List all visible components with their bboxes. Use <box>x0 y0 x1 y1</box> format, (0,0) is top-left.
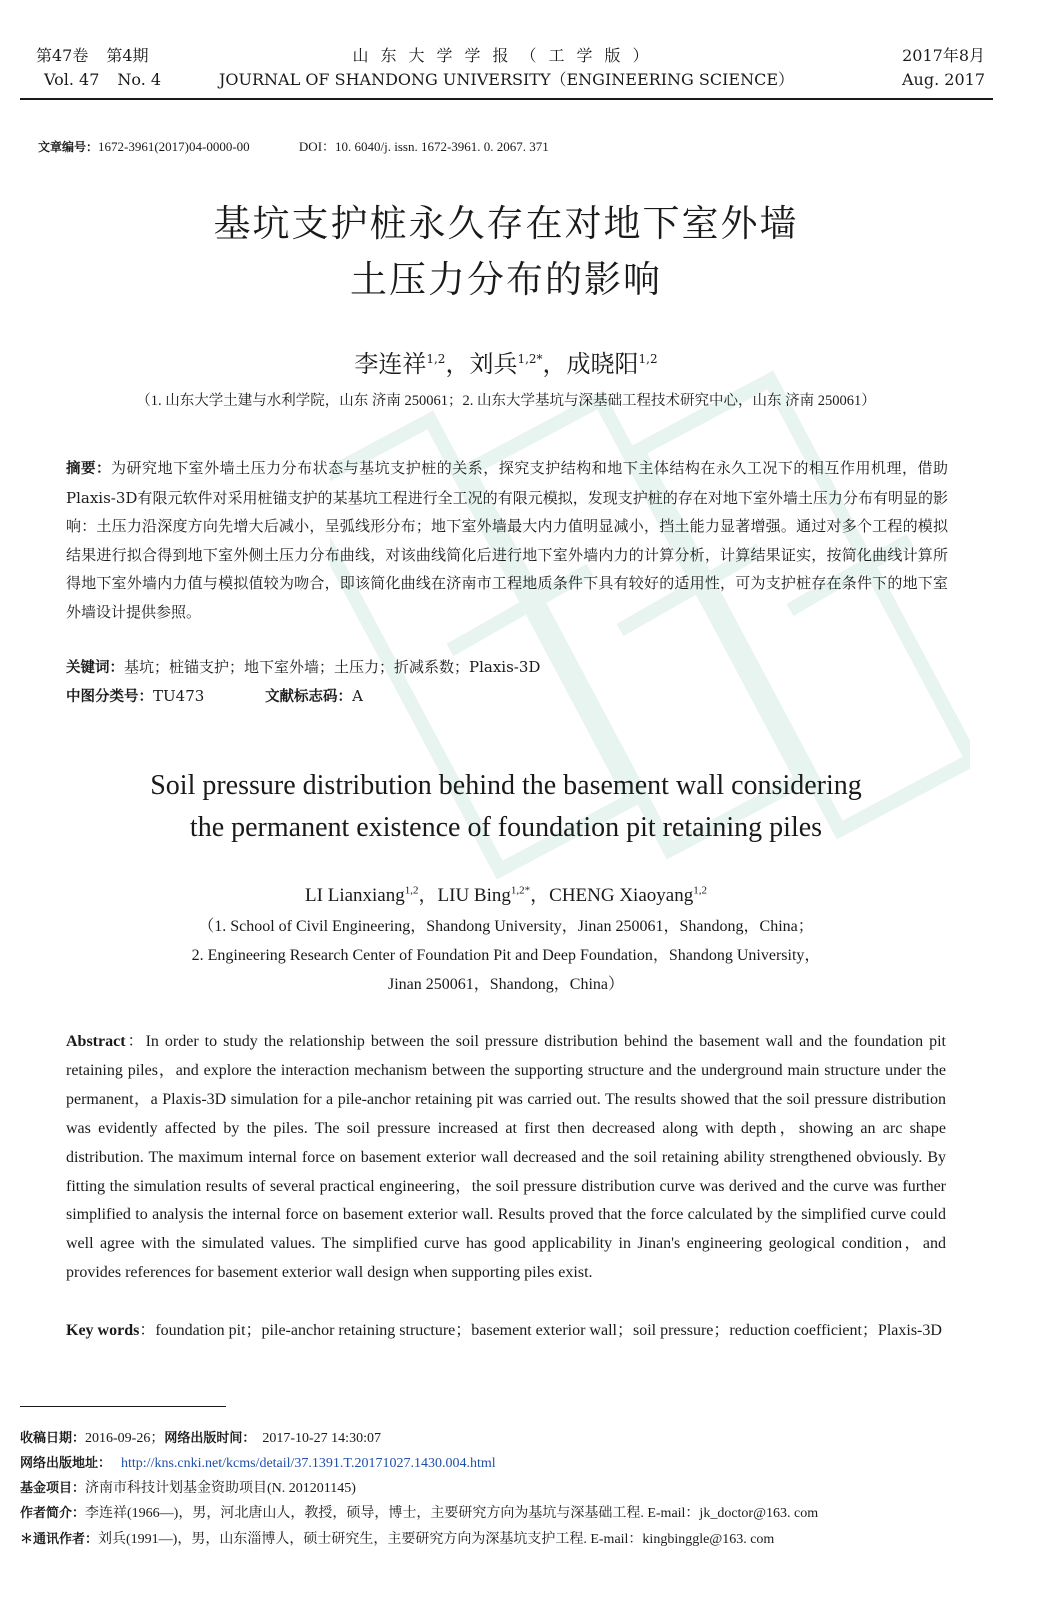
author-bio-label: 作者简介： <box>20 1506 86 1521</box>
title-en-line1: Soil pressure distribution behind the basement wall considering <box>150 770 862 801</box>
article-meta <box>38 136 549 155</box>
article-number-label: 文章编号： <box>38 140 99 154</box>
footnote-url <box>20 1452 1010 1472</box>
volume-zh: 第47卷 <box>36 46 89 65</box>
classification <box>66 685 363 706</box>
date-en: Aug. 2017 <box>902 70 985 89</box>
footnote-author <box>20 1502 1010 1522</box>
author-1-en-sup: 1,2 <box>404 884 419 897</box>
keywords-en-label: Key words <box>66 1322 140 1339</box>
title-zh <box>0 196 1012 308</box>
online-time: 2017-10-27 14:30:07 <box>262 1431 381 1446</box>
authors-zh <box>0 344 1012 379</box>
abstract-en-label: Abstract <box>66 1033 126 1050</box>
clc-label: 中图分类号： <box>66 689 153 705</box>
keywords-zh-text: 基坑；桩锚支护；地下室外墙；土压力；折减系数；Plaxis-3D <box>124 658 541 676</box>
author-3-en-sup: 1,2 <box>693 884 707 897</box>
publication-date <box>902 44 985 92</box>
corresponding-bio: 刘兵(1991—)，男，山东淄博人，硕士研究生，主要研究方向为深基坑支护工程. E-mail：kingbinggle@163. com <box>98 1532 775 1547</box>
fund-label: 基金项目： <box>20 1481 86 1496</box>
doc-code-value: A <box>352 687 363 705</box>
affiliation-en-line2: 2. Engineering Research Center of Foundation Pit and Deep Foundation，Shandong University， <box>191 947 821 964</box>
abstract-en-colon: ： <box>125 1033 146 1050</box>
journal-header <box>20 44 993 100</box>
author-2-zh-sup: 1,2* <box>517 352 543 366</box>
fund-value: 济南市科技计划基金资助项目(N. 201201145) <box>85 1481 356 1496</box>
author-sep: ， <box>418 885 438 906</box>
article-number: 1672-3961(2017)04-0000-00 <box>98 139 250 154</box>
url-label: 网络出版地址： <box>20 1456 112 1471</box>
header-divider <box>20 98 993 100</box>
date-zh: 2017年8月 <box>902 46 985 65</box>
author-3-zh-sup: 1,2 <box>638 352 658 366</box>
issue-zh: 第4期 <box>106 46 149 65</box>
keywords-en <box>66 1317 946 1346</box>
keywords-zh <box>66 656 540 677</box>
keywords-en-text: foundation pit；pile-anchor retaining structure；basement exterior wall；soil pressure；reduction coefficient；Plaxis-3D <box>155 1322 942 1339</box>
abstract-zh-label: 摘要： <box>66 461 112 477</box>
journal-name-en: JOURNAL OF SHANDONG UNIVERSITY（ENGINEERING SCIENCE） <box>218 70 794 89</box>
footnote-dates <box>20 1427 1010 1447</box>
doc-code-label: 文献标志码： <box>265 689 353 705</box>
online-label: 网络出版时间： <box>164 1431 256 1446</box>
keywords-en-colon: ： <box>139 1322 156 1339</box>
affiliation-zh: （1. 山东大学土建与水利学院，山东 济南 250061；2. 山东大学基坑与深基础工程技术研究中心，山东 济南 250061） <box>136 393 876 409</box>
received-date: 2016-09-26； <box>85 1431 165 1446</box>
issue-en: No. 4 <box>117 70 162 89</box>
abstract-en <box>66 1028 946 1288</box>
author-bio: 李连祥(1966—)，男，河北唐山人，教授，硕导，博士，主要研究方向为基坑与深基础工程. E-mail：jk_doctor@163. com <box>85 1506 819 1521</box>
author-2-en-sup: 1,2* <box>510 884 531 897</box>
author-sep: ， <box>445 350 470 378</box>
journal-name <box>20 44 993 92</box>
title-zh-line2: 土压力分布的影响 <box>350 258 662 301</box>
received-label: 收稿日期： <box>20 1431 86 1446</box>
title-en-line2: the permanent existence of foundation pit retaining piles <box>189 812 823 843</box>
footnote-fund <box>20 1477 1010 1497</box>
footnote-divider <box>20 1406 226 1407</box>
affiliation-en-line3: Jinan 250061，Shandong，China） <box>388 976 624 993</box>
footnote-corresponding <box>20 1528 1010 1548</box>
affiliation-en-line1: （1. School of Civil Engineering，Shandong University，Jinan 250061，Shandong，China； <box>198 918 814 935</box>
volume-en: Vol. 47 <box>44 70 100 89</box>
author-1-zh-sup: 1,2 <box>426 352 446 366</box>
doi: DOI：10. 6040/j. issn. 1672-3961. 0. 2067. 371 <box>298 139 549 154</box>
author-1-en: LI Lianxiang <box>305 885 405 906</box>
keywords-zh-label: 关键词： <box>66 660 124 676</box>
abstract-en-text: In order to study the relationship between the soil pressure distribution behind the basement wall and the foundation pit retaining piles，and explore the interaction mechanism between the supporting structure and the underground main structure under the permanent，a Plaxis-3D simulation for a pile-anchor retaining pit was carried out. The results showed that the soil pressure distribution was evidently affected by the piles. The soil pressure increased at first then decreased along with depth，showing an arc shape distribution. The maximum internal force on basement exterior wall decreased and the soil retaining ability strengthened obviously. By fitting the simulation results of several practical engineering，the soil pressure distribution curve was derived and the curve was further simplified to analysis the internal force on basement exterior wall. Results proved that the force calculated by the simplified curve could well agree with the simulated values. The simplified curve has good applicability in Jinan's engineering geological condition，and provides references for basement exterior wall design when supporting piles exist. <box>66 1033 947 1282</box>
authors-en <box>0 880 1012 907</box>
corresponding-label: ＊通讯作者： <box>20 1532 99 1547</box>
author-2-en: LIU Bing <box>437 885 511 906</box>
title-en <box>0 765 1012 849</box>
author-sep: ， <box>542 350 567 378</box>
abstract-zh-text: 为研究地下室外墙土压力分布状态与基坑支护桩的关系，探究支护结构和地下主体结构在永久工况下的相互作用机理，借助Plaxis-3D有限元软件对采用桩锚支护的某基坑工程进行全工况的有限元模拟，发现支护桩的存在对地下室外墙土压力分布有明显的影响：土压力沿深度方向先增大后减小，呈弧线形分布；地下室外墙最大内力值明显减小，挡土能力显著增强。通过对多个工程的模拟结果进行拟合得到地下室外侧土压力分布曲线，对该曲线简化后进行地下室外墙内力的计算分析，计算结果证实，按简化曲线计算所得地下室外墙内力值与模拟值较为吻合，即该简化曲线在济南市工程地质条件下具有较好的适用性，可为支护桩存在条件下的地下室外墙设计提供参照。 <box>66 459 948 621</box>
affiliation-en <box>0 912 1012 999</box>
journal-name-zh: 山东大学学报（工学版） <box>352 46 661 65</box>
online-url-link[interactable]: http://kns.cnki.net/kcms/detail/37.1391.T.20171027.1430.004.html <box>121 1456 496 1471</box>
author-2-zh: 刘兵 <box>469 350 518 378</box>
clc-value: TU473 <box>153 687 205 705</box>
abstract-zh <box>66 454 948 626</box>
author-3-en: CHENG Xiaoyang <box>549 885 694 906</box>
author-3-zh: 成晓阳 <box>566 350 639 378</box>
author-1-zh: 李连祥 <box>354 350 427 378</box>
author-sep: ， <box>530 885 550 906</box>
title-zh-line1: 基坑支护桩永久存在对地下室外墙 <box>213 202 799 245</box>
